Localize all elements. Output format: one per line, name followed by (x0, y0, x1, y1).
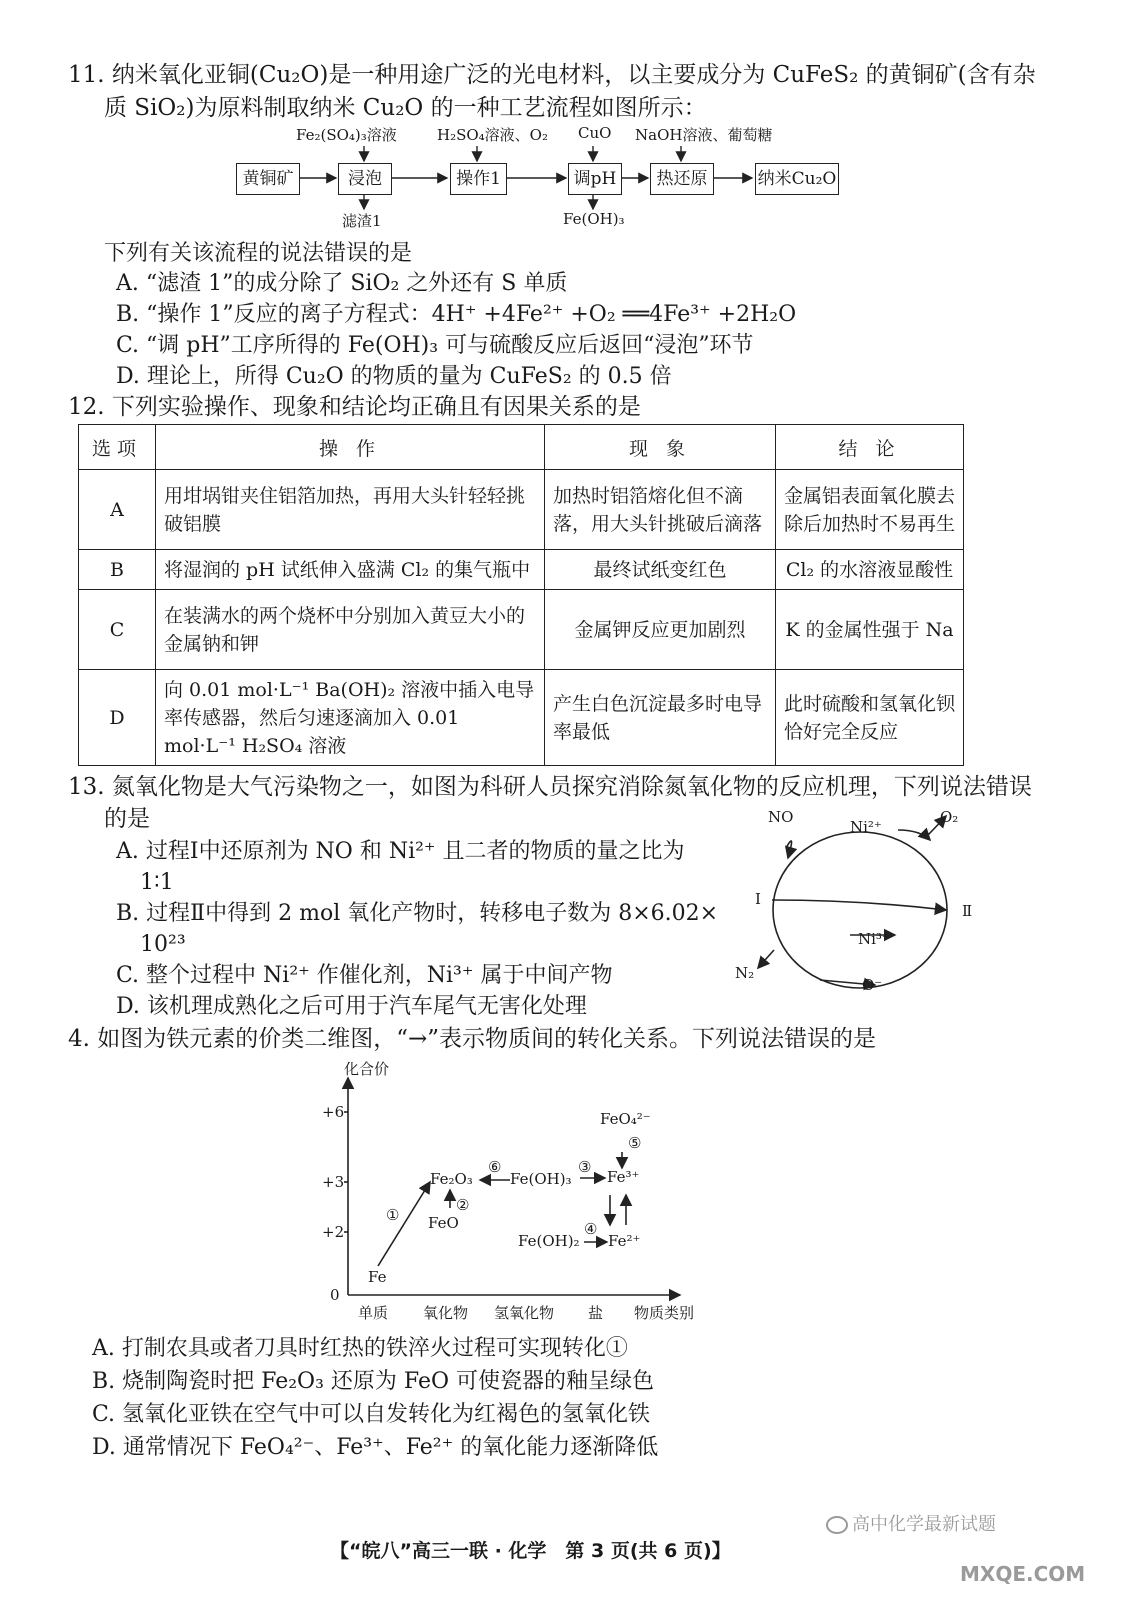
species-feo: FeO (428, 1214, 459, 1232)
table-row (79, 590, 964, 670)
table-row (79, 550, 964, 590)
cell-phenomenon: 加热时铝箔熔化但不滴落，用大头针挑破后滴落 (545, 470, 776, 550)
step-label-2: ② (456, 1196, 470, 1214)
cell-operation: 向 0.01 mol·L⁻¹ Ba(OH)₂ 溶液中插入电导率传感器，然后匀速逐滴加入 0.01 mol·L⁻¹ H₂SO₄ 溶液 (156, 670, 545, 766)
xtick-oxide: 氧化物 (423, 1304, 469, 1322)
flow-output-2: Fe(OH)₃ (563, 210, 625, 228)
species-fe3: Fe³⁺ (607, 1168, 640, 1186)
cell-conclusion: Cl₂ 的水溶液显酸性 (776, 550, 964, 590)
cell-operation: 将湿润的 pH 试纸伸入盛满 Cl₂ 的集气瓶中 (156, 550, 545, 590)
cell-conclusion: 此时硫酸和氢氧化钡恰好完全反应 (776, 670, 964, 766)
q11-option-a: A. “滤渣 1”的成分除了 SiO₂ 之外还有 S 单质 (116, 271, 568, 296)
site-watermark: MXQE.COM (960, 1562, 1086, 1586)
q14-option-a: A. 打制农具或者刀具时红热的铁淬火过程可实现转化① (92, 1336, 628, 1361)
ytick-6: +6 (322, 1103, 345, 1121)
label-ni2: Ni²⁺ (850, 818, 882, 836)
label-ni3: Ni³⁺ (858, 930, 890, 948)
col-header-operation: 操 作 (156, 425, 545, 470)
col-header-phenomenon: 现 象 (545, 425, 776, 470)
cell-operation: 在装满水的两个烧杯中分别加入黄豆大小的金属钠和钾 (156, 590, 545, 670)
flow-arrows (0, 0, 1132, 240)
cell-operation: 用坩埚钳夹住铝箔加热，再用大头针轻轻挑破铝膜 (156, 470, 545, 550)
flow-box-product: 纳米Cu₂O (755, 163, 839, 195)
cell-option: C (79, 590, 156, 670)
q11-option-c: C. “调 pH”工序所得的 Fe(OH)₃ 可与硫酸反应后返回“浸泡”环节 (116, 333, 754, 358)
flow-input-4: NaOH溶液、葡萄糖 (635, 126, 773, 144)
flow-input-1: Fe₂(SO₄)₃溶液 (296, 126, 397, 144)
xtick-salt: 盐 (588, 1304, 604, 1322)
species-feoh3: Fe(OH)₃ (510, 1170, 572, 1188)
flow-input-3: CuO (578, 124, 612, 142)
q11-option-b: B. “操作 1”反应的离子方程式：4H⁺ +4Fe²⁺ +O₂ ══4Fe³⁺ +2H₂O (116, 302, 797, 327)
label-ominus: O⁻ (862, 976, 883, 994)
col-header-conclusion: 结 论 (776, 425, 964, 470)
cell-phenomenon: 金属钾反应更加剧烈 (545, 590, 776, 670)
species-fe: Fe (368, 1268, 387, 1286)
q14-stem: 4. 如图为铁元素的价类二维图，“→”表示物质间的转化关系。下列说法错误的是 (68, 1026, 877, 1052)
ytick-3: +3 (322, 1173, 345, 1191)
chart-xlabel: 物质类别 (634, 1304, 695, 1322)
label-n2: N₂ (735, 964, 755, 982)
wechat-icon (826, 1516, 848, 1534)
species-fe2o3: Fe₂O₃ (430, 1170, 473, 1188)
col-header-option: 选项 (79, 425, 156, 470)
q13-option-a: A. 过程Ⅰ中还原剂为 NO 和 Ni²⁺ 且二者的物质的量之比为 (116, 839, 685, 864)
flow-box-soak: 浸泡 (338, 163, 392, 195)
wechat-watermark (826, 1510, 996, 1536)
q13-option-b: B. 过程Ⅱ中得到 2 mol 氧化产物时，转移电子数为 8×6.02× (116, 901, 719, 926)
cell-conclusion: K 的金属性强于 Na (776, 590, 964, 670)
xtick-hydroxide: 氢氧化物 (494, 1304, 555, 1322)
flow-input-2: H₂SO₄溶液、O₂ (437, 126, 548, 144)
cell-conclusion: 金属铝表面氧化膜去除后加热时不易再生 (776, 470, 964, 550)
label-o2: O₂ (940, 808, 959, 826)
q12-table (78, 424, 964, 766)
cell-option: D (79, 670, 156, 766)
cell-phenomenon: 产生白色沉淀最多时电导率最低 (545, 670, 776, 766)
table-row (79, 670, 964, 766)
table-row (79, 470, 964, 550)
flow-box-ore: 黄铜矿 (236, 163, 300, 195)
species-feo4: FeO₄²⁻ (600, 1110, 651, 1128)
species-feoh2: Fe(OH)₂ (518, 1232, 580, 1250)
step-label-3: ③ (578, 1158, 592, 1176)
step-label-4: ④ (584, 1220, 598, 1238)
ytick-2: +2 (322, 1223, 345, 1241)
label-no: NO (768, 808, 794, 826)
ytick-0: 0 (330, 1286, 340, 1304)
flow-box-ph: 调pH (568, 163, 622, 195)
label-process-i: I (755, 890, 761, 908)
page-footer: 【“皖八”高三一联 · 化学 第 3 页(共 6 页)】 (330, 1540, 731, 1562)
step-label-1: ① (386, 1206, 400, 1224)
chart-axes (300, 1060, 720, 1320)
q13-option-a-cont: 1∶1 (140, 870, 174, 895)
q14-option-d: D. 通常情况下 FeO₄²⁻、Fe³⁺、Fe²⁺ 的氧化能力逐渐降低 (92, 1435, 659, 1460)
table-header-row (79, 425, 964, 470)
q13-option-b-cont: 10²³ (140, 932, 186, 957)
q11-option-d: D. 理论上，所得 Cu₂O 的物质的量为 CuFeS₂ 的 0.5 倍 (116, 364, 672, 389)
q14-option-b: B. 烧制陶瓷时把 Fe₂O₃ 还原为 FeO 可使瓷器的釉呈绿色 (92, 1369, 655, 1394)
step-label-5: ⑤ (628, 1134, 642, 1152)
flow-box-reduce: 热还原 (650, 163, 714, 195)
cell-option: A (79, 470, 156, 550)
q11-line1: 11. 纳米氧化亚铜(Cu₂O)是一种用途广泛的光电材料，以主要成分为 CuFeS₂ 的黄铜矿(含有杂 (68, 62, 1036, 88)
step-label-6: ⑥ (488, 1158, 502, 1176)
q13-option-c: C. 整个过程中 Ni²⁺ 作催化剂，Ni³⁺ 属于中间产物 (116, 963, 613, 988)
q12-stem: 12. 下列实验操作、现象和结论均正确且有因果关系的是 (68, 394, 641, 420)
label-process-ii: Ⅱ (962, 902, 973, 920)
q13-line2: 的是 (104, 806, 150, 832)
q11-stem: 下列有关该流程的说法错误的是 (104, 241, 413, 266)
xtick-element: 单质 (358, 1304, 389, 1322)
watermark-text: 高中化学最新试题 (852, 1514, 996, 1535)
chart-ylabel: 化合价 (344, 1060, 390, 1078)
q14-option-c: C. 氢氧化亚铁在空气中可以自发转化为红褐色的氢氧化铁 (92, 1402, 651, 1427)
cell-option: B (79, 550, 156, 590)
q13-option-d: D. 该机理成熟化之后可用于汽车尾气无害化处理 (116, 994, 587, 1019)
q11-line2: 质 SiO₂)为原料制取纳米 Cu₂O 的一种工艺流程如图所示： (104, 95, 707, 121)
cell-phenomenon: 最终试纸变红色 (545, 550, 776, 590)
flow-output-1: 滤渣1 (342, 212, 382, 230)
flow-box-op1: 操作1 (450, 163, 507, 195)
q13-line1: 13. 氮氧化物是大气污染物之一，如图为科研人员探究消除氮氧化物的反应机理，下列说法错误 (68, 774, 1032, 800)
species-fe2: Fe²⁺ (608, 1232, 641, 1250)
arrow-step-1 (378, 1182, 430, 1266)
